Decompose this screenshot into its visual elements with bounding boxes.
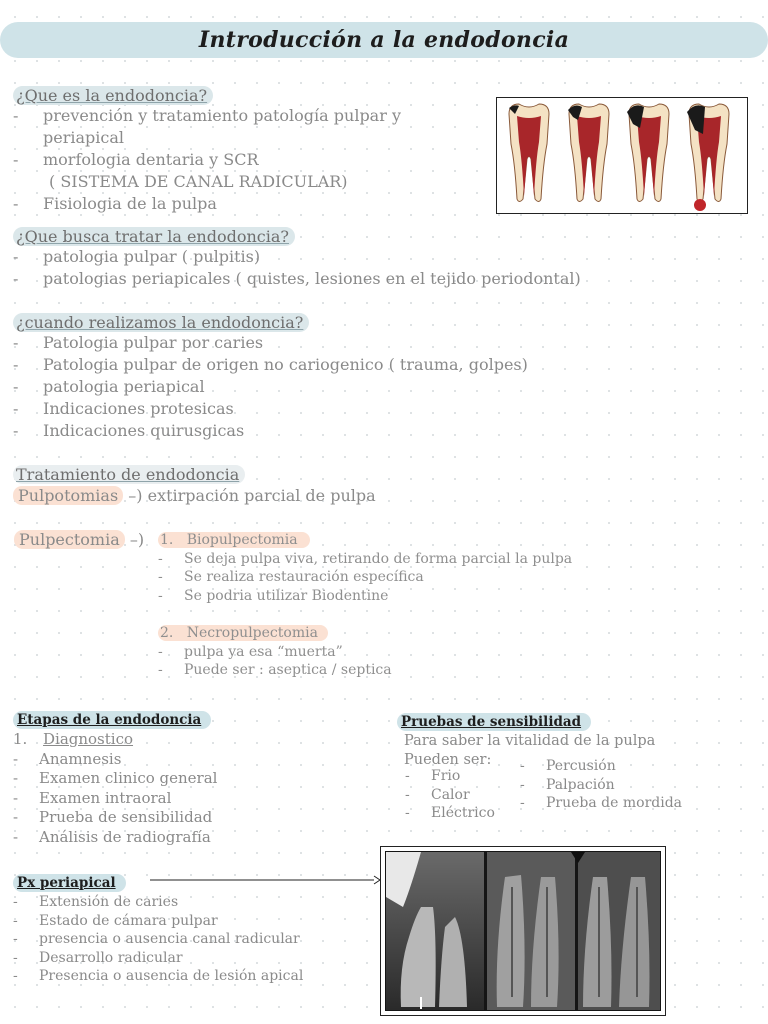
list-item-text: Percusión <box>546 758 616 774</box>
list-item <box>13 949 303 968</box>
section-heading-treatment: Tratamiento de endodoncia <box>13 465 245 484</box>
list-item-text: periapical <box>43 128 124 147</box>
list-item <box>13 268 581 290</box>
list-item-text: patologia pulpar ( pulpitis) <box>43 247 261 266</box>
section-what-treats <box>13 227 581 290</box>
list-item-text: Anamnesis <box>39 749 122 768</box>
option-label: Necropulpectomia <box>186 625 318 641</box>
section-treatment <box>13 465 376 507</box>
pruebas-col2 <box>520 757 682 813</box>
list-item-text: patologias periapicales ( quistes, lesiones en el tejido periodontal) <box>43 269 581 288</box>
list-item-text: Se podria utilizar Biodentine <box>184 587 389 604</box>
arrow-right-icon <box>150 872 382 888</box>
bullet-dash: - <box>13 749 19 768</box>
teeth-caries-illustration <box>496 97 748 214</box>
list-item-text: Fisiologia de la pulpa <box>43 194 217 213</box>
list-item <box>13 193 401 215</box>
section-px-periapical <box>13 872 303 986</box>
list-item <box>405 786 495 805</box>
list-item <box>520 757 682 776</box>
list-item-text: Presencia o ausencia de lesión apical <box>39 968 304 984</box>
periapical-xray-image <box>380 846 666 1016</box>
list-item <box>13 398 528 420</box>
bullet-dash: - <box>520 795 525 811</box>
list-item <box>520 794 682 813</box>
pruebas-intro: Para saber la vitalidad de la pulpa <box>404 733 656 749</box>
list-item <box>13 789 217 809</box>
list-item-text: Prueba de sensibilidad <box>39 808 213 826</box>
option-label: Biopulpectomia <box>186 532 298 548</box>
list-item-text: Calor <box>431 786 470 803</box>
pulpectomia-line <box>14 529 144 551</box>
list-item <box>13 828 217 848</box>
list-item <box>13 420 528 442</box>
section-heading-what-treats: ¿Que busca tratar la endodoncia? <box>13 227 295 246</box>
bullet-dash: - <box>13 333 19 352</box>
list-item <box>520 776 682 795</box>
list-item-text: Examen intraoral <box>39 788 172 807</box>
list-item <box>158 643 392 662</box>
list-item-text: Indicaciones quirusgicas <box>43 421 245 440</box>
list-item <box>13 893 303 912</box>
pruebas-pueden: Pueden ser: <box>404 751 492 768</box>
list-item-text: Prueba de mordida <box>546 795 683 811</box>
section-heading-px: Px periapical <box>13 874 126 892</box>
option-heading <box>158 624 392 643</box>
list-item-text: pulpa ya esa “muerta” <box>184 643 343 660</box>
list-item-text: morfologia dentaria y SCR <box>43 150 259 169</box>
option-heading <box>158 531 572 550</box>
section-heading-etapas: Etapas de la endodoncia <box>13 711 211 729</box>
list-item <box>13 149 401 171</box>
list-item <box>158 661 392 680</box>
bullet-dash: - <box>13 150 19 169</box>
list-item-text: Patologia pulpar por caries <box>43 333 264 352</box>
tooth-decay-stages-icon <box>497 98 747 213</box>
bullet-dash: - <box>13 808 19 826</box>
list-item-text: presencia o ausencia canal radicular <box>39 931 300 947</box>
list-item-text: Desarrollo radicular <box>39 949 183 966</box>
list-item <box>13 354 528 376</box>
section-heading-pruebas: Pruebas de sensibilidad <box>397 713 591 731</box>
list-item <box>158 587 572 606</box>
bullet-dash: - <box>13 269 19 288</box>
list-item <box>13 376 528 398</box>
list-item-text: Patologia pulpar de origen no cariogenico ( trauma, golpes) <box>43 355 528 374</box>
bullet-dash: - <box>13 931 18 947</box>
bullet-dash: - <box>13 769 19 787</box>
sub-heading <box>13 730 217 750</box>
list-item <box>158 568 572 587</box>
list-item-continuation <box>13 171 401 193</box>
list-item-text: Eléctrico <box>431 805 495 821</box>
list-item-text: Se realiza restauración específica <box>184 569 424 585</box>
bullet-dash: - <box>13 377 19 396</box>
section-etapas <box>13 709 217 847</box>
pulpotomia-line <box>13 485 376 507</box>
section-what-is <box>13 86 401 215</box>
list-item-text: Indicaciones protesicas <box>43 399 234 418</box>
section-heading-what-is: ¿Que es la endodoncia? <box>13 86 213 105</box>
pulpotomia-label: Pulpotomias <box>13 486 123 505</box>
list-item-text: Examen clinico general <box>39 769 218 787</box>
bullet-dash: - <box>13 194 19 213</box>
bullet-dash: - <box>405 768 410 784</box>
list-item <box>13 750 217 770</box>
bullet-dash: - <box>520 758 525 774</box>
bullet-dash: - <box>13 949 18 966</box>
list-item-text: Estado de cámara pulpar <box>39 912 218 929</box>
list-item-continuation <box>13 127 401 149</box>
arrow-icon: –) <box>129 530 145 549</box>
bullet-dash: - <box>13 106 19 125</box>
list-item <box>405 804 495 823</box>
bullet-dash: - <box>520 776 525 793</box>
list-item-text: Palpación <box>546 776 615 793</box>
bullet-dash: - <box>13 968 18 984</box>
pruebas-col1 <box>405 767 495 823</box>
list-item <box>13 332 528 354</box>
section-heading-when: ¿cuando realizamos la endodoncia? <box>13 313 309 332</box>
list-item <box>13 769 217 789</box>
sub-label: Diagnostico <box>43 730 134 748</box>
list-item-text: Extensión de caries <box>39 894 179 910</box>
list-item <box>13 246 581 268</box>
title-banner <box>0 22 768 58</box>
list-item-text: ( SISTEMA DE CANAL RADICULAR) <box>49 172 348 191</box>
section-when <box>13 313 528 442</box>
list-item-text: Análisis de radiografía <box>39 827 211 846</box>
list-item <box>13 930 303 949</box>
necropulpectomia-block <box>158 624 392 680</box>
arrow-icon: –) <box>128 486 143 505</box>
bullet-dash: - <box>405 805 410 821</box>
list-item-text: Se deja pulpa viva, retirando de forma parcial la pulpa <box>184 550 573 567</box>
bullet-dash: - <box>13 399 19 418</box>
bullet-dash: - <box>158 643 163 660</box>
pulpotomia-description: extirpación parcial de pulpa <box>147 486 376 505</box>
list-item <box>13 808 217 828</box>
list-item <box>13 967 303 986</box>
biopulpectomia-block <box>158 531 572 605</box>
option-number: 1. <box>160 532 174 548</box>
bullet-dash: - <box>13 355 19 374</box>
list-item-text: patologia periapical <box>43 377 205 396</box>
list-item <box>13 105 401 127</box>
bullet-dash: - <box>158 587 163 604</box>
bullet-dash: - <box>13 827 19 846</box>
bullet-dash: - <box>13 247 19 266</box>
bullet-dash: - <box>13 788 19 807</box>
list-item <box>158 550 572 569</box>
list-item-text: prevención y tratamiento patología pulpar y <box>43 106 401 125</box>
list-item <box>13 912 303 931</box>
xray-icon <box>381 847 665 1015</box>
list-item-text: Frio <box>431 768 461 784</box>
bullet-dash: - <box>405 786 410 803</box>
bullet-dash: - <box>158 550 163 567</box>
bullet-dash: - <box>13 894 18 910</box>
pulpectomia-label: Pulpectomia <box>14 530 125 549</box>
page-title: Introducción a la endodoncia <box>198 27 570 53</box>
bullet-dash: - <box>158 662 163 678</box>
list-item <box>405 767 495 786</box>
bullet-dash: - <box>158 569 163 585</box>
bullet-dash: - <box>13 912 18 929</box>
list-item-text: Puede ser : aseptica / septica <box>184 662 392 678</box>
sub-number: 1. <box>13 730 28 748</box>
bullet-dash: - <box>13 421 19 440</box>
option-number: 2. <box>160 625 174 641</box>
